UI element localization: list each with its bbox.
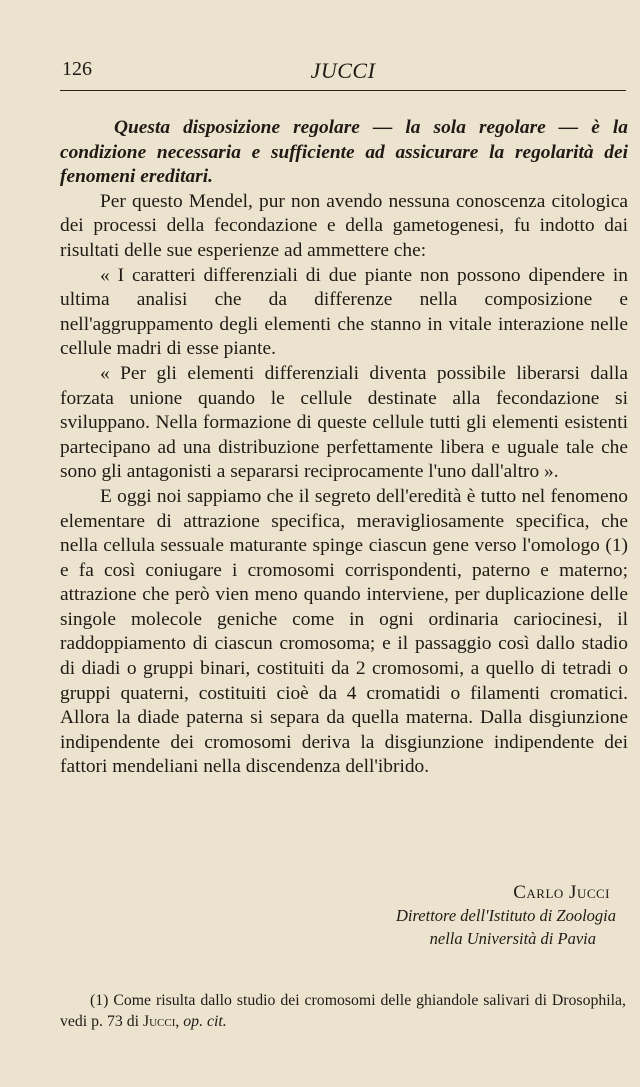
paragraph-3-quote: « I caratteri differenziali di due piante non possono dipendere in ultima analisi che da differenze nella composizione e nell'aggruppamento degli elementi che stanno in vitale interazione nelle cellule madri di esse piante. bbox=[60, 264, 628, 360]
author-title-line1: Direttore dell'Istituto di Zoologia bbox=[395, 906, 616, 925]
paragraph-1: Questa disposizione regolare — la sola regolare — è la condizione necessaria e sufficiente ad assicurare la regolarità dei fenomeni ereditari. bbox=[60, 117, 628, 188]
body-text bbox=[60, 116, 628, 780]
footnote: (1) Come risulta dallo studio dei cromosomi delle ghiandole salivari di Drosophila, vedi p. 73 di Jucci, op. cit. bbox=[60, 992, 627, 1030]
footnote-marker: (1) bbox=[90, 992, 109, 1009]
running-title: JUCCI bbox=[310, 58, 376, 83]
paragraph-5: E oggi noi sappiamo che il segreto dell'eredità è tutto nel fenomeno elementare di attrazione specifica, meravigliosamente specifica, che nella cellula sessuale maturante spinge ciascun gene verso l'omologo (1) e fa così coniugare i cromosomi corrispondenti, paterno e materno; attrazione che però vien meno quando interviene, per duplicazione delle singole molecole geniche come in ogni ordinaria cariocinesi, il raddoppiamento di ciascun cromosoma; e il passaggio così dallo stadio di diadi o gruppi binari, costituiti da 2 cromosomi, a quello di tetradi o gruppi quaterni, costituiti cioè da 4 cromatidi o filamenti cromatici. Allora la diade paterna si separa da quella materna. Dalla disgiunzione indipendente dei cromosomi deriva la disgiunzione indipendente dei fattori mendeliani nella discendenza dell'ibrido. bbox=[60, 485, 628, 778]
footnote-author: Jucci bbox=[142, 1013, 176, 1030]
paragraph-2: Per questo Mendel, pur non avendo nessuna conoscenza citologica dei processi della fecondazione e della gametogenesi, fu indotto dai risultati delle sue esperienze ad ammettere che: bbox=[60, 190, 628, 261]
footnote-citation: op. cit. bbox=[183, 1013, 227, 1030]
page-header bbox=[60, 50, 626, 88]
footnote-text: Come risulta dallo studio dei cromosomi delle ghiandole salivari di Drosophila, vedi p. 73 di bbox=[60, 992, 627, 1030]
page-number: 126 bbox=[62, 58, 92, 80]
paragraph-4-quote: « Per gli elementi differenziali diventa possibile liberarsi dalla forzata unione quando le cellule destinate alla fecondazione si sviluppano. Nella formazione di queste cellule tutti gli elementi esistenti partecipano ad una distribuzione perfettamente libera e uguale tale che sono gli antagonisti a separarsi reciprocamente l'uno dall'altro ». bbox=[60, 362, 628, 483]
header-rule bbox=[60, 90, 626, 91]
author-title-line2: nella Università di Pavia bbox=[429, 929, 596, 948]
author-name: Carlo Jucci bbox=[513, 882, 610, 903]
signature-block bbox=[300, 882, 616, 950]
